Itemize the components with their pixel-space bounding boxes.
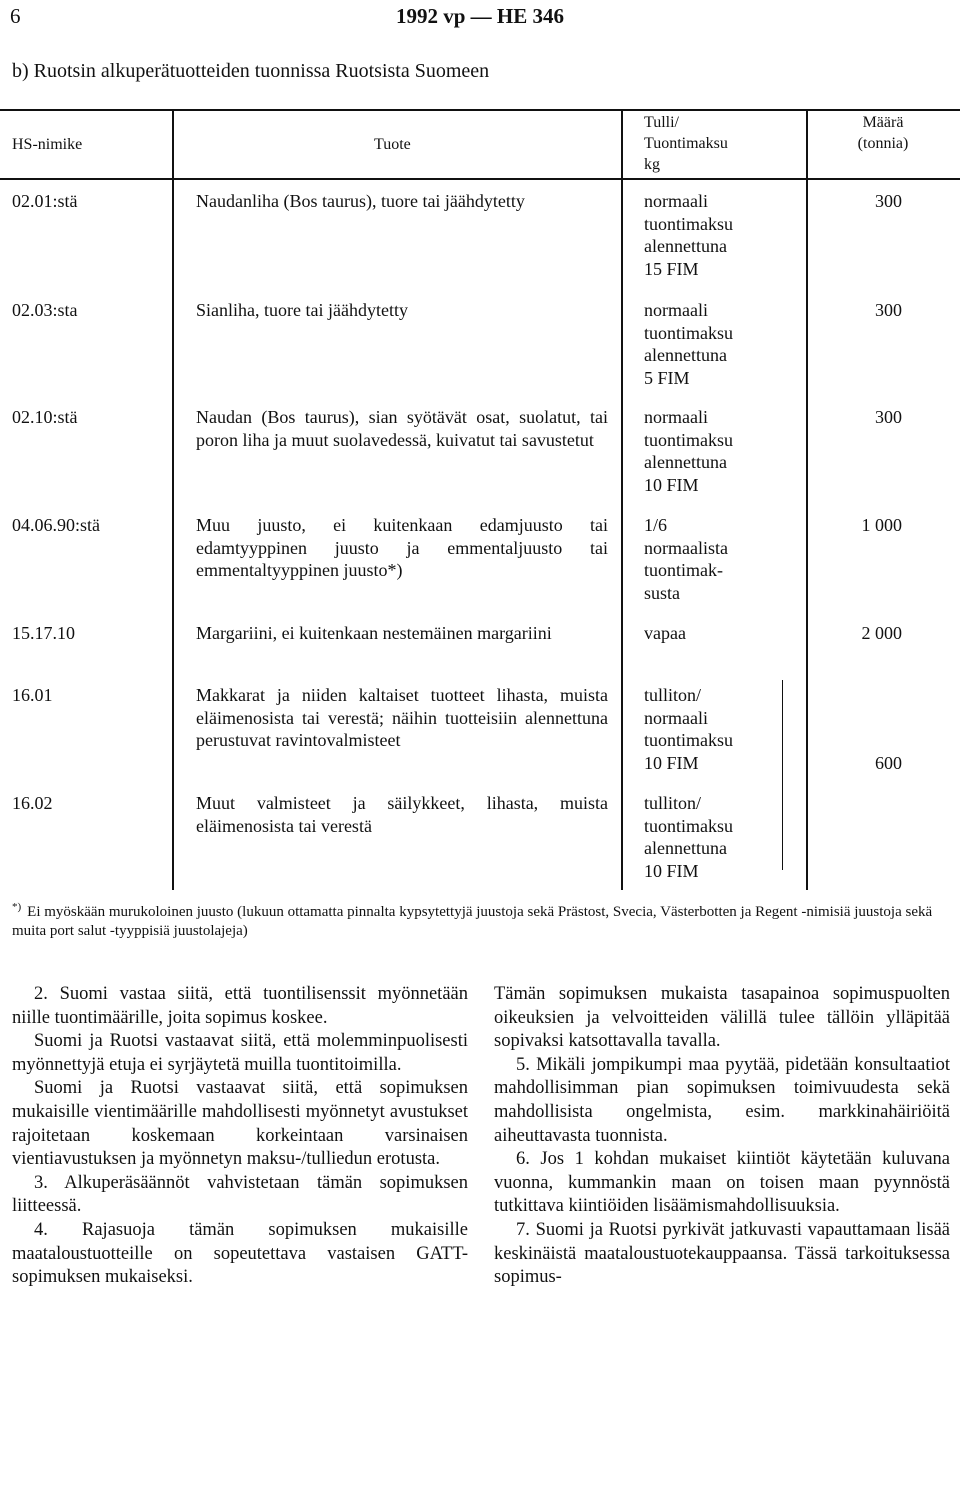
page-number: 6 xyxy=(10,4,21,28)
section-heading: b) Ruotsin alkuperätuotteiden tuonnissa Ruotsista Suomeen xyxy=(12,60,490,82)
tariff-line: normaali xyxy=(644,407,708,427)
row-quantity: 300 xyxy=(875,300,902,320)
header-code: HS-nimike xyxy=(12,136,83,153)
running-title: 1992 vp — HE 346 xyxy=(395,4,565,28)
row-product: Naudanliha (Bos taurus), tuore tai jäähdytetty xyxy=(196,191,525,211)
tariff-line: tuontimaksu xyxy=(644,429,733,450)
paragraph: 7. Suomi ja Ruotsi pyrkivät jatkuvasti vapauttamaan lisää keskinäistä maataloustuotekauppaansa. Tässä tarkoituksessa sopimus- xyxy=(494,1219,950,1288)
paragraph: 6. Jos 1 kohdan mukaiset kiintiöt käytetään kuluvana vuonna, kummankin maan on toisen maan pyynnöstä tutkittava kiintiöiden lisäämismahdollisuuksia. xyxy=(494,1149,950,1217)
row-tariff xyxy=(644,190,794,280)
tariff-line: normaalista xyxy=(644,537,728,558)
row-product: Muut valmisteet ja säilykkeet, lihasta, muista eläimenosista tai verestä xyxy=(196,793,608,836)
quantity-brace xyxy=(778,680,783,870)
tariff-line: vapaa xyxy=(644,623,686,643)
row-code: 02.10:stä xyxy=(12,407,78,427)
row-tariff xyxy=(644,299,794,389)
table-divider-quantity xyxy=(806,110,808,890)
table-divider-product xyxy=(172,110,174,890)
footnote-marker: *) xyxy=(12,901,22,913)
row-code: 04.06.90:stä xyxy=(12,515,100,535)
tariff-line: tulliton/ xyxy=(644,793,702,813)
paragraph: Suomi ja Ruotsi vastaavat siitä, että sopimuksen mukaisille vientimäärille mahdollisesti myönnetyt avustukset rajoitetaan koskemaan korkeintaan varsinaisen vientiavustuksen ja myönnetyn maksu-/tulliedun erotusta. xyxy=(12,1078,468,1170)
tariff-line: tuontimaksu xyxy=(644,322,733,343)
body-column-left xyxy=(12,983,468,1290)
tariff-line: susta xyxy=(644,582,680,603)
tariff-line: tuontimaksu xyxy=(644,815,733,836)
row-tariff xyxy=(644,406,794,496)
header-quantity xyxy=(820,112,946,154)
tariff-line: tuontimaksu xyxy=(644,730,733,750)
header-quantity-line: Määrä xyxy=(862,114,904,131)
tariff-line: alennettuna xyxy=(644,838,727,858)
row-tariff xyxy=(644,622,794,645)
tariff-line: alennettuna xyxy=(644,452,727,472)
row-code: 15.17.10 xyxy=(12,623,75,643)
row-code: 02.01:stä xyxy=(12,191,78,211)
table-top-rule xyxy=(0,109,960,111)
row-product: Sianliha, tuore tai jäähdytetty xyxy=(196,300,408,320)
tariff-line: 10 FIM xyxy=(644,752,699,773)
row-quantity: 300 xyxy=(875,191,902,211)
tariff-line: alennettuna xyxy=(644,345,727,365)
tariff-line: tulliton/ xyxy=(644,685,702,705)
row-product: Naudan (Bos taurus), sian syötävät osat, suolatut, tai poron liha ja muut suolavedessä, kuivatut tai savustetut xyxy=(196,407,608,450)
row-code: 16.01 xyxy=(12,685,53,705)
row-product: Muu juusto, ei kuitenkaan edamjuusto tai edamtyyppinen juusto ja emmentaljuusto tai emmentaltyyppinen juusto*) xyxy=(196,515,608,580)
row-quantity: 1 000 xyxy=(861,515,902,535)
header-tariff-line: kg xyxy=(644,156,660,173)
row-product: Makkarat ja niiden kaltaiset tuotteet lihasta, muista eläimenosista tai verestä; näihin tuotteisiin alennettuna perustuvat ravintovalmisteet xyxy=(196,685,608,750)
row-quantity: 600 xyxy=(875,753,902,773)
paragraph: Tämän sopimuksen mukaista tasapainoa sopimuspuolten oikeuksien ja velvoitteiden välillä tulee tällöin ylläpitää sopivaksi katsottavalla tavalla. xyxy=(494,984,950,1052)
header-tariff-line: Tuontimaksu xyxy=(644,135,728,152)
row-product: Margariini, ei kuitenkaan nestemäinen margariini xyxy=(196,623,552,643)
tariff-line: 15 FIM xyxy=(644,258,699,279)
paragraph: 4. Rajasuoja tämän sopimuksen mukaisille maataloustuotteille on sopeutettava vastaisen GATT-sopimuksen mukaiseksi. xyxy=(12,1219,468,1288)
paragraph: 2. Suomi vastaa siitä, että tuontilisenssit myönnetään niille tuontimäärille, joita sopimus koskee. xyxy=(12,984,468,1028)
tariff-line: normaali xyxy=(644,191,708,211)
header-tariff xyxy=(644,112,794,175)
header-tariff-line: Tulli/ xyxy=(644,114,679,131)
tariff-line: alennettuna xyxy=(644,236,727,256)
footnote xyxy=(12,898,952,941)
tariff-line: 10 FIM xyxy=(644,860,699,881)
row-quantity: 2 000 xyxy=(861,623,902,643)
header-product: Tuote xyxy=(374,136,411,153)
header-quantity-line: (tonnia) xyxy=(857,135,909,152)
tariff-line: 5 FIM xyxy=(644,367,690,388)
tariff-line: tuontimak- xyxy=(644,560,723,580)
tariff-line: normaali xyxy=(644,300,708,320)
tariff-line: tuontimaksu xyxy=(644,213,733,234)
tariff-line: 10 FIM xyxy=(644,474,699,495)
table-header-rule xyxy=(0,178,960,180)
paragraph: Suomi ja Ruotsi vastaavat siitä, että molemminpuolisesti myönnettyjä etuja ei syrjäytetä muilla tuontitoimilla. xyxy=(12,1031,468,1075)
tariff-line: normaali xyxy=(644,707,708,728)
tariff-line: 1/6 xyxy=(644,515,668,535)
row-tariff xyxy=(644,792,794,882)
row-quantity: 300 xyxy=(875,407,902,427)
row-tariff xyxy=(644,514,794,604)
paragraph: 5. Mikäli jompikumpi maa pyytää, pidetään konsultaatiot mahdollisimman pian sopimuksen toimivuudesta sekä mahdollisista ongelmista, esim. markkinahäiriöitä aiheuttavasta tuonnista. xyxy=(494,1054,950,1146)
table-divider-tariff xyxy=(621,110,623,890)
row-code: 02.03:sta xyxy=(12,300,78,320)
paragraph: 3. Alkuperäsäännöt vahvistetaan tämän sopimuksen liitteessä. xyxy=(12,1172,468,1217)
row-code: 16.02 xyxy=(12,793,53,813)
row-tariff xyxy=(644,684,794,774)
footnote-text: Ei myöskään murukoloinen juusto (lukuun ottamatta pinnalta kypsytettyjä juustoja sekä Prästost, Svecia, Västerbotten ja Regent -nimisiä juustoja sekä muita port salut -tyyppisiä juustolajeja) xyxy=(12,904,933,939)
body-column-right xyxy=(494,983,950,1290)
